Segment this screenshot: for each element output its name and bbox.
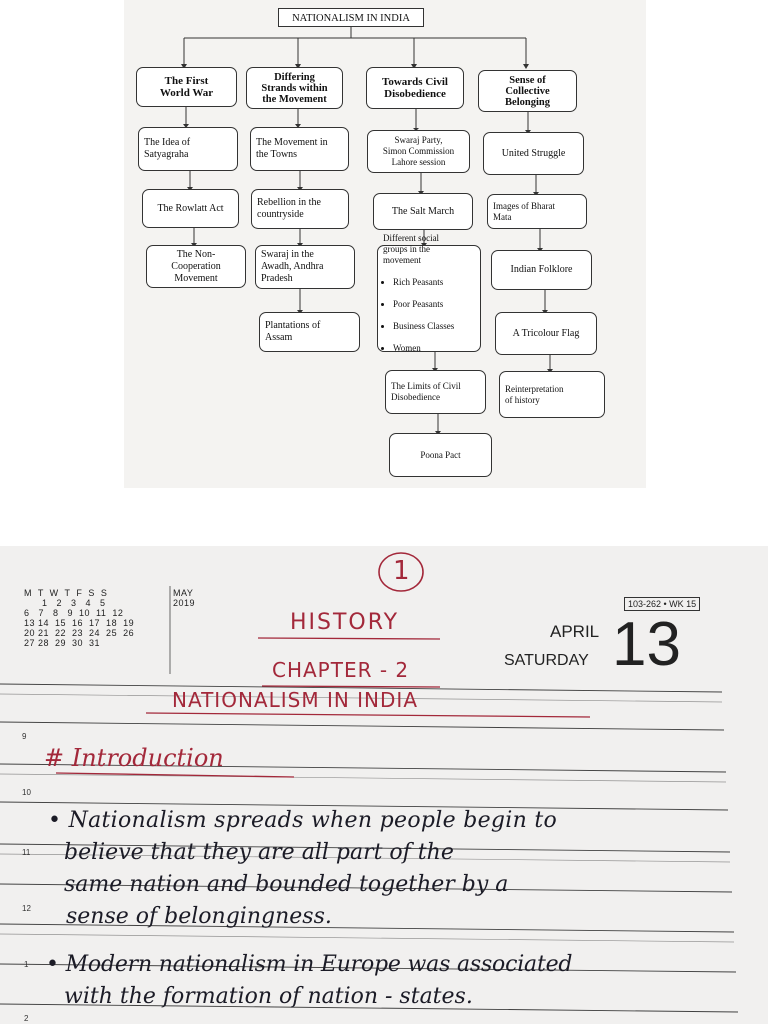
col2-header: Differing Strands within the Movement (246, 67, 343, 109)
col3-social-groups (377, 232, 481, 353)
list-item: • Women (393, 343, 454, 354)
hour-label: 11 (22, 848, 31, 857)
hour-label: 1 (24, 960, 29, 969)
list-item: • Rich Peasants (393, 277, 454, 288)
hour-label: 2 (24, 1014, 29, 1023)
col3-header: Towards Civil Disobedience (366, 67, 464, 109)
calendar-row: 1 2 3 4 5 (24, 598, 106, 608)
social-groups-title: Different social groups in the movement (383, 232, 440, 265)
calendar-days-header: M T W T F S S (24, 588, 108, 598)
col2-item-towns: The Movement in the Towns (250, 127, 349, 171)
col3-item-limits: The Limits of Civil Disobedience (385, 370, 486, 414)
calendar-row: 13 14 15 16 17 18 19 (24, 618, 135, 628)
note-line: same nation and bounded together by a (64, 872, 509, 897)
social-groups-list (383, 266, 454, 365)
col4-item-bharat-mata: Images of Bharat Mata (487, 194, 587, 229)
list-item: • Poor Peasants (393, 299, 454, 310)
col1-item-satyagraha: The Idea of Satyagraha (138, 127, 238, 171)
chapter-title: NATIONALISM IN INDIA (172, 688, 418, 712)
calendar-row: 6 7 8 9 10 11 12 (24, 608, 124, 618)
col4-item-reinterpretation: Reinterpretation of history (499, 371, 605, 418)
diary-page (0, 546, 768, 1024)
col4-item-united-struggle: United Struggle (483, 132, 584, 175)
date-month: APRIL (550, 622, 600, 641)
note-line: • Nationalism spreads when people begin to (48, 808, 558, 833)
page-mark-number: 1 (393, 556, 410, 586)
date-weekday: SATURDAY (504, 652, 589, 669)
col1-item-non-cooperation: The Non- Cooperation Movement (146, 245, 246, 288)
chapter-heading: CHAPTER - 2 (272, 658, 410, 682)
col3-item-swaraj-party: Swaraj Party, Simon Commission Lahore session (367, 130, 470, 173)
col2-item-awadh-andhra: Swaraj in the Awadh, Andhra Pradesh (255, 245, 355, 289)
col3-item-salt-march: The Salt March (373, 193, 473, 230)
hour-label: 9 (22, 732, 27, 741)
week-code: 103-262 • WK 15 (624, 597, 700, 611)
calendar-row: 20 21 22 23 24 25 26 (24, 628, 135, 638)
col4-header: Sense of Collective Belonging (478, 70, 577, 112)
subject-heading: HISTORY (290, 610, 400, 635)
calendar-row: 27 28 29 30 31 (24, 638, 101, 648)
calendar-year: 2019 (173, 598, 196, 608)
flowchart-title: NATIONALISM IN INDIA (278, 8, 424, 27)
calendar-month: MAY (173, 588, 194, 598)
col2-item-countryside: Rebellion in the countryside (251, 189, 349, 229)
hour-label: 10 (22, 788, 31, 797)
col4-item-folklore: Indian Folklore (491, 250, 592, 290)
col4-item-tricolour: A Tricolour Flag (495, 312, 597, 355)
mini-calendar (24, 588, 134, 648)
date-day-number: 13 (612, 610, 681, 679)
col1-item-rowlatt: The Rowlatt Act (142, 189, 239, 228)
hour-label: 12 (22, 904, 31, 913)
calendar-month-label (173, 588, 195, 608)
col3-item-poona-pact: Poona Pact (389, 433, 492, 477)
list-item: • Business Classes (393, 321, 454, 332)
note-line: with the formation of nation - states. (64, 984, 473, 1009)
note-line: believe that they are all part of the (64, 840, 454, 865)
note-line: • Modern nationalism in Europe was associated (46, 952, 573, 977)
section-heading: # Introduction (44, 744, 224, 772)
col2-item-assam: Plantations of Assam (259, 312, 360, 352)
note-line: sense of belongingness. (66, 904, 332, 929)
col1-header: The First World War (136, 67, 237, 107)
